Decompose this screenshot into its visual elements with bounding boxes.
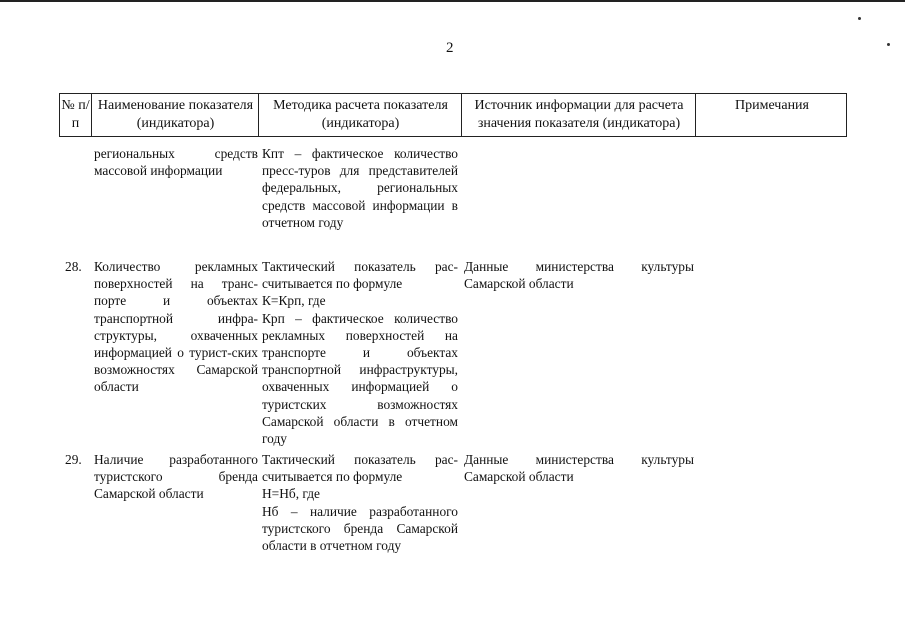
row-method [262,258,458,447]
header-divider [695,93,696,137]
row-number: 28. [65,259,82,274]
row-source: Данные министерства культуры Самарской области [464,259,694,292]
scan-top-border [0,0,905,2]
header-col-notes: Примечания [734,98,809,113]
method-formula: К=Крп, где [262,293,326,309]
method-definition: Крп – фактическое количество рекламных поверхностей на транспорте и объектах транспортной инфраструктуры, охваченных информацией о туристских возможностях Самарской области в отчетном году [262,310,458,447]
method-formula: Н=Нб, где [262,486,320,502]
continued-row-name: региональных средств массовой информации [94,146,258,179]
method-lead: Тактический показатель рас-считывается по формуле [262,452,458,485]
row-source: Данные министерства культуры Самарской области [464,452,694,485]
scan-speck [858,17,861,20]
header-divider [91,93,92,137]
row-indicator-name: Наличие разработанного туристского бренда Самарской области [94,452,258,502]
header-col-source: Источник информации для расчета значения показателя (индикатора) [474,98,684,131]
header-col-number: № п/п [61,98,90,131]
continued-row-method: Кпт – фактическое количество пресс-туров для представителей федеральных, региональных средств массовой информации в отчетном году [262,146,458,230]
header-col-name: Наименование показателя (индикатора) [97,98,254,131]
row-indicator-name: Количество рекламных поверхностей на транс-порте и объектах транспортной инфра-структуры, охваченных информацией о турист-ских возможностях Самарской области [94,259,258,395]
row-method [262,451,458,554]
method-lead: Тактический показатель рас-считывается по формуле [262,259,458,292]
header-divider [258,93,259,137]
header-col-method: Методика расчета показателя (индикатора) [273,98,448,131]
header-divider [461,93,462,137]
method-definition: Нб – наличие разработанного туристского бренда Самарской области в отчетном году [262,503,458,554]
page-number: 2 [446,40,454,56]
row-number: 29. [65,452,82,467]
scan-speck [887,43,890,46]
